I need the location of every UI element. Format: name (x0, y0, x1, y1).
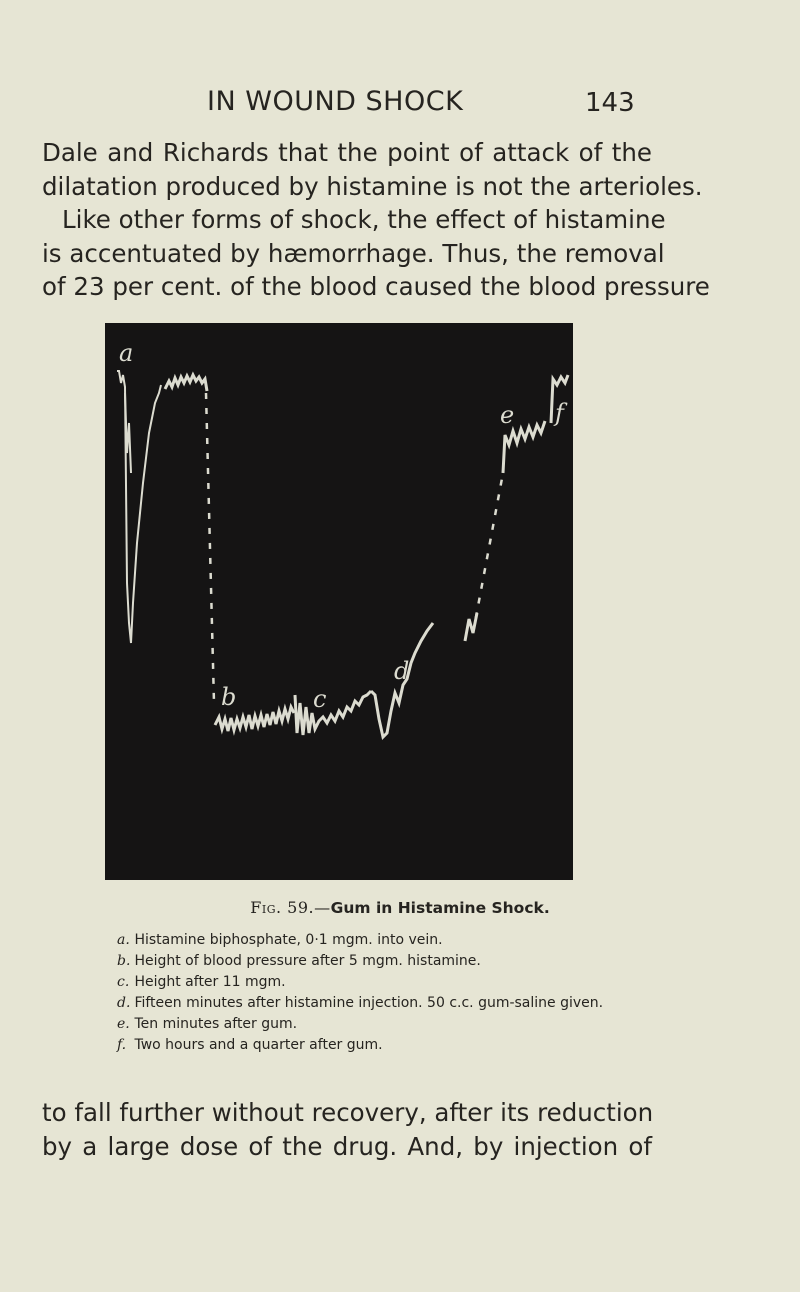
legend-item: f. Two hours and a quarter after gum. (117, 1037, 383, 1053)
legend-item: c. Height after 11 mgm. (117, 974, 286, 990)
figure-caption (0, 898, 800, 917)
text-line: dilatation produced by histamine is not the arterioles. (42, 171, 703, 201)
trace-rise (473, 473, 503, 633)
label-f: f (555, 399, 564, 427)
label-a: a (119, 339, 134, 367)
legend-item: b. Height of blood pressure after 5 mgm. histamine. (117, 953, 481, 969)
text-line: to fall further without recovery, after its reduction (42, 1098, 654, 1127)
legend-item: d. Fifteen minutes after histamine injection. 50 c.c. gum-saline given. (117, 995, 604, 1011)
paragraph-bottom (42, 1096, 652, 1163)
trace-plateau (165, 375, 207, 391)
page-number: 143 (585, 88, 635, 118)
legend-item: a. Histamine biphosphate, 0·1 mgm. into vein. (117, 932, 443, 948)
blood-pressure-tracing-figure (105, 323, 573, 880)
text-line: is accentuated by hæmorrhage. Thus, the removal (42, 238, 665, 268)
figure-legend (117, 930, 677, 1056)
trace-c (295, 691, 371, 735)
figure-title: Gum in Histamine Shock. (330, 899, 550, 917)
figure-number: Fig. 59.— (250, 898, 331, 917)
legend-item: e. Ten minutes after gum. (117, 1016, 298, 1032)
label-d: d (394, 657, 410, 685)
text-line: by a large dose of the drug. And, by injection of (42, 1131, 652, 1161)
text-line: of 23 per cent. of the blood caused the blood pressure (42, 272, 710, 301)
paragraph-top (42, 136, 710, 304)
running-title: IN WOUND SHOCK (207, 86, 464, 117)
text-line: Like other forms of shock, the effect of histamine (62, 205, 666, 234)
trace-a (117, 371, 161, 643)
trace-rise-start (465, 613, 477, 641)
text-line: Dale and Richards that the point of attack of the (42, 138, 652, 167)
label-b: b (221, 683, 237, 711)
label-c: c (313, 685, 327, 713)
trace-descent (206, 393, 214, 703)
running-head (0, 86, 800, 120)
label-e: e (500, 401, 515, 429)
